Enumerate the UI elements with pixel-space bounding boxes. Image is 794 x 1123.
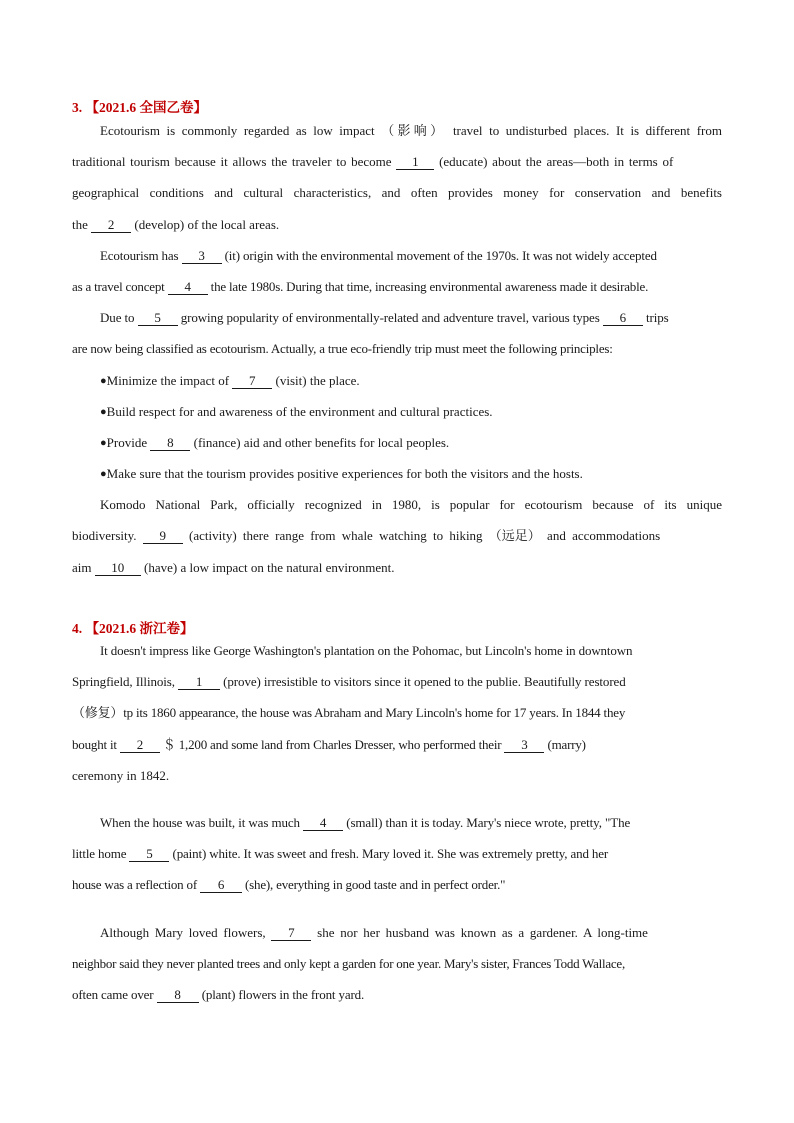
s4-line-5: ceremony in 1842. [72,768,170,783]
section-3-heading: 3. 【2021.6 全国乙卷】 [72,100,207,115]
text: (prove) irresistible to visitors since it opened to the publie. Beautifully restored [220,674,626,689]
s3-line-4 [72,216,279,234]
blank-1: 1 [178,675,220,690]
text: aim [72,560,95,575]
s3-bullet-4 [100,465,583,483]
text: (paint) white. It was sweet and fresh. Mary loved it. She was extremely pretty, and her [169,846,609,861]
text: traditional tourism because it allows the traveler to become [72,154,397,169]
text: (finance) aid and other benefits for local peoples. [190,435,450,450]
text: as a travel concept [72,279,168,294]
text: (small) than it is today. Mary's niece wrote, pretty, "The [343,815,631,830]
blank-5: 5 [129,847,169,862]
blank-3: 3 [504,738,544,753]
text: (plant) flowers in the front yard. [198,987,365,1002]
bullet-icon: ● [100,375,107,387]
s4-line-2 [72,673,626,691]
text: (marry) [544,737,586,752]
s4-line-3: （修复）tp its 1860 appearance, the house was Abraham and Mary Lincoln's home for 17 years. In 1844 they [72,705,626,720]
s4-line-10: neighbor said they never planted trees and only kept a garden for one year. Mary's sister, Frances Todd Wallace, [72,956,625,971]
s3-line-15 [72,559,395,577]
bullet-icon: ● [100,468,107,480]
s3-bullet-1 [100,372,360,390]
text: Make sure that the tourism provides positive experiences for both the visitors and the hosts. [106,466,583,481]
text: Ecotourism has [100,248,182,263]
text: Due to [100,310,138,325]
blank-6: 6 [200,878,242,893]
text: When the house was built, it was much [100,815,304,830]
text: (it) origin with the environmental movement of the 1970s. It was not widely accepted [221,248,657,263]
text: little home [72,846,130,861]
s3-line-13: Komodo National Park, officially recognized in 1980, is popular for ecotourism because of its unique [100,497,722,512]
s3-bullet-2 [100,403,493,421]
text: (she), everything in good taste and in perfect order." [242,877,506,892]
s3-line-7 [100,309,669,327]
blank-4: 4 [168,280,208,295]
text: trips [642,310,669,325]
text: bought it [72,737,120,752]
s3-bullet-3 [100,434,449,452]
blank-8: 8 [157,988,199,1003]
s4-line-11 [72,986,364,1004]
text: Build respect for and awareness of the environment and cultural practices. [106,404,493,419]
s4-line-7 [72,845,608,863]
blank-5: 5 [138,311,178,326]
blank-7: 7 [232,374,272,389]
blank-3: 3 [182,249,222,264]
s4-line-8 [72,876,505,894]
blank-8: 8 [150,436,190,451]
blank-7: 7 [271,926,311,941]
s3-line-8: are now being classified as ecotourism. Actually, a true eco-friendly trip must meet the following principles: [72,341,613,356]
section-4-heading: 4. 【2021.6 浙江卷】 [72,621,194,636]
s3-line-14 [72,527,722,545]
text: often came over [72,987,157,1002]
text: growing popularity of environmentally-related and adventure travel, various types [177,310,603,325]
blank-6: 6 [603,311,643,326]
blank-1: 1 [396,155,434,170]
text: she nor her husband was known as a gardener. A long-time [311,925,648,940]
text: (activity) there range from whale watching to hiking （远足） and accommodations [182,528,661,543]
blank-4: 4 [303,816,343,831]
s3-line-3: geographical conditions and cultural characteristics, and often provides money for conservation and benefits [72,185,722,200]
text: house was a reflection of [72,877,200,892]
text: the late 1980s. During that time, increasing environmental awareness made it desirable. [207,279,649,294]
text: the [72,217,92,232]
text: (have) a low impact on the natural environment. [140,560,395,575]
text: biodiversity. [72,528,143,543]
text: (develop) of the local areas. [131,217,280,232]
s3-line-2 [72,153,722,171]
s4-line-1: It doesn't impress like George Washington's plantation on the Pohomac, but Lincoln's home in downtown [100,643,633,658]
blank-10: 10 [95,561,141,576]
blank-9: 9 [143,529,183,544]
blank-2: 2 [91,218,131,233]
text: Springfield, Illinois, [72,674,179,689]
s4-line-6 [100,814,630,832]
s3-line-5 [100,247,657,265]
blank-2: 2 [120,738,160,753]
text: ＄ 1,200 and some land from Charles Dresser, who performed their [159,737,505,752]
text: Minimize the impact of [106,373,233,388]
text: (educate) about the areas—both in terms of [434,154,674,169]
s3-line-1: Ecotourism is commonly regarded as low impact （影响） travel to undisturbed places. It is different from [100,123,722,138]
s3-line-6 [72,278,648,296]
bullet-icon: ● [100,437,107,449]
bullet-icon: ● [100,406,107,418]
s4-line-4 [72,736,586,754]
text: Provide [106,435,151,450]
s4-line-9 [100,924,698,942]
text: (visit) the place. [272,373,360,388]
text: Although Mary loved flowers, [100,925,272,940]
